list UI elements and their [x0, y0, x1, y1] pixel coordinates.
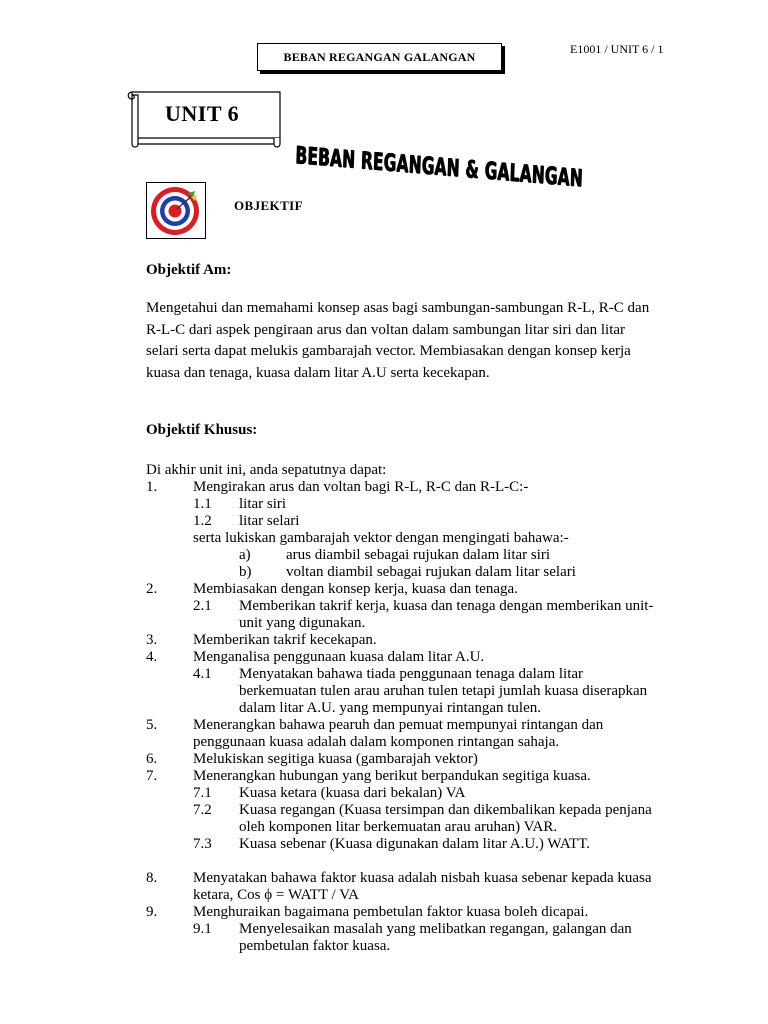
- list-text: Kuasa sebenar (Kuasa digunakan dalam litar A.U.) WATT.: [239, 836, 590, 852]
- list-item: [146, 598, 706, 615]
- list-number: 7.: [146, 768, 158, 784]
- list-text: dalam litar A.U. yang mempunyai rintangan tulen.: [239, 700, 542, 716]
- unit-title-banner: BEBAN REGANGAN & GALANGAN: [295, 141, 584, 193]
- list-text: Menerangkan bahawa pearuh dan pemuat mempunyai rintangan dan: [193, 717, 604, 733]
- list-item: [146, 785, 706, 802]
- list-item: [146, 683, 706, 700]
- header-title-box: [257, 43, 502, 71]
- list-number: 2.: [146, 581, 158, 597]
- list-number: 4.: [146, 649, 158, 665]
- list-text: Menganalisa penggunaan kuasa dalam litar A.U.: [193, 649, 485, 665]
- paragraph-line: R-L-C dari aspek pengiraan arus dan voltan dalam sambungan litar siri dan litar: [146, 321, 626, 338]
- list-text: 1.1: [193, 496, 212, 512]
- objektif-khusus-heading: Objektif Khusus:: [146, 422, 258, 438]
- list-item: [146, 921, 706, 938]
- objektif-am-paragraph: [146, 298, 706, 385]
- list-text: serta lukiskan gambarajah vektor dengan mengingati bahawa:-: [193, 530, 569, 546]
- objektif-khusus-list: [146, 462, 706, 955]
- objektif-am-heading: Objektif Am:: [146, 262, 232, 278]
- page-reference: E1001 / UNIT 6 / 1: [570, 42, 664, 56]
- list-text: 7.2: [193, 802, 212, 818]
- list-text: pembetulan faktor kuasa.: [239, 938, 391, 954]
- list-number: 8.: [146, 870, 158, 886]
- header-title: BEBAN REGANGAN GALANGAN: [283, 49, 476, 64]
- list-item: [146, 547, 706, 564]
- list-number: 5.: [146, 717, 158, 733]
- list-item: [146, 479, 706, 496]
- list-text: Membiasakan dengan konsep kerja, kuasa dan tenaga.: [193, 581, 518, 597]
- list-text: litar siri: [239, 496, 287, 512]
- list-text: Memberikan takrif kecekapan.: [193, 632, 377, 648]
- list-item: [146, 649, 706, 666]
- list-text: arus diambil sebagai rujukan dalam litar siri: [286, 547, 551, 563]
- list-item: [146, 870, 706, 887]
- list-item: [146, 581, 706, 598]
- list-text: unit yang digunakan.: [239, 615, 366, 631]
- list-number: 9.: [146, 904, 158, 920]
- list-item: [146, 496, 706, 513]
- list-text: Menerangkan hubungan yang berikut berpandukan segitiga kuasa.: [193, 768, 591, 784]
- list-text: Menyelesaikan masalah yang melibatkan regangan, galangan dan: [239, 921, 632, 937]
- list-text: 7.1: [193, 785, 212, 801]
- list-text: Kuasa ketara (kuasa dari bekalan) VA: [239, 785, 466, 801]
- list-item: [146, 530, 706, 547]
- list-text: Kuasa regangan (Kuasa tersimpan dan dikembalikan kepada penjana: [239, 802, 652, 818]
- list-item: [146, 734, 706, 751]
- list-text: 7.3: [193, 836, 212, 852]
- list-text: berkemuatan tulen arau aruhan tulen tetapi jumlah kuasa diserapkan: [239, 683, 648, 699]
- list-item: [146, 700, 706, 717]
- target-dartboard-icon: [146, 182, 206, 239]
- list-text: Melukiskan segitiga kuasa (gambarajah vektor): [193, 751, 478, 767]
- paragraph-line: selari serta dapat melukis gambarajah vector. Membiasakan dengan konsep kerja: [146, 343, 631, 360]
- list-item: [146, 632, 706, 649]
- list-text: Menyatakan bahawa tiada penggunaan tenaga dalam litar: [239, 666, 584, 682]
- list-text: Menghuraikan bagaimana pembetulan faktor kuasa boleh dicapai.: [193, 904, 589, 920]
- list-item: [146, 666, 706, 683]
- list-item: [146, 615, 706, 632]
- list-item: [146, 513, 706, 530]
- list-item: [146, 802, 706, 819]
- list-item: [146, 938, 706, 955]
- list-item: [146, 751, 706, 768]
- list-number: 1.: [146, 479, 158, 495]
- list-text: oleh komponen litar berkemuatan arau aruhan) VAR.: [239, 819, 558, 835]
- list-text: a): [239, 547, 251, 563]
- unit-label: UNIT 6: [165, 101, 240, 126]
- paragraph-line: Mengetahui dan memahami konsep asas bagi sambungan-sambungan R-L, R-C dan: [146, 300, 650, 316]
- list-text: 1.2: [193, 513, 212, 529]
- list-text: 9.1: [193, 921, 212, 937]
- list-text: Menyatakan bahawa faktor kuasa adalah nisbah kuasa sebenar kepada kuasa: [193, 870, 652, 886]
- list-text: 2.1: [193, 598, 212, 614]
- list-text: penggunaan kuasa adalah dalam komponen rintangan sahaja.: [193, 734, 560, 750]
- list-item: [146, 717, 706, 734]
- list-item: [146, 819, 706, 836]
- list-item: [146, 564, 706, 581]
- list-text: Memberikan takrif kerja, kuasa dan tenaga dengan memberikan unit-: [239, 598, 654, 614]
- list-item: [146, 768, 706, 785]
- list-item: [146, 904, 706, 921]
- list-text: voltan diambil sebagai rujukan dalam litar selari: [286, 564, 576, 580]
- list-number: 6.: [146, 751, 158, 767]
- list-item: [146, 887, 706, 904]
- list-text: b): [239, 564, 252, 580]
- paragraph-line: kuasa dan tenaga, kuasa dalam litar A.U serta kecekapan.: [146, 365, 490, 382]
- list-item: [146, 836, 706, 853]
- list-text: Mengirakan arus dan voltan bagi R-L, R-C dan R-L-C:-: [193, 479, 529, 495]
- objektif-khusus-intro: Di akhir unit ini, anda sepatutnya dapat:: [146, 462, 387, 478]
- list-text: ketara, Cos ϕ = WATT / VA: [193, 887, 359, 903]
- list-gap: [146, 853, 706, 870]
- list-text: 4.1: [193, 666, 212, 682]
- objektif-heading: OBJEKTIF: [234, 198, 303, 213]
- list-text: litar selari: [239, 513, 300, 529]
- list-number: 3.: [146, 632, 158, 648]
